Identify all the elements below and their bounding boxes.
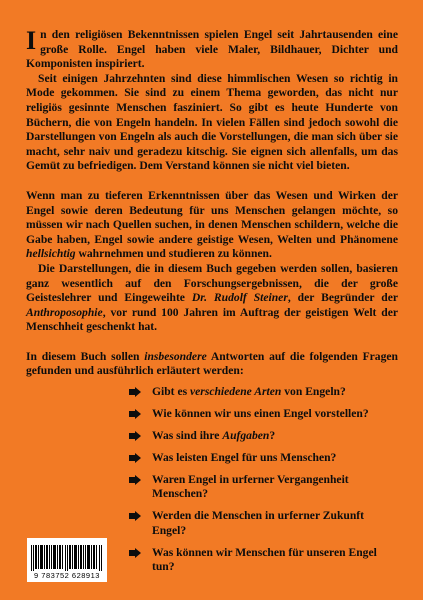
question-text-end: von Engeln?	[281, 385, 346, 399]
paragraph-intro	[26, 28, 398, 72]
paragraph-steiner-text-c: , vor rund 100 Jahren im Auftrag der geistigen Welt der Menschheit geschenkt hat.	[26, 305, 398, 334]
question-item	[26, 407, 398, 422]
question-text: Was sind ihre	[152, 428, 223, 442]
arrow-bullet-icon	[129, 387, 141, 397]
paragraph-questions-intro-text-a: In diesem Buch sollen	[26, 349, 145, 363]
arrow-bullet-icon	[129, 475, 141, 485]
drop-cap: I	[26, 26, 37, 55]
barcode-bars-icon	[31, 545, 103, 571]
question-emphasis: verschiedene Arten	[190, 385, 282, 399]
paragraph-trend: Seit einigen Jahrzehnten sind diese himmlischen Wesen so richtig in Mode gekommen. Sie sind zu einem Thema geworden, das nicht nur religiös gesinnte Menschen fasziniert. So gibt es heute Hunderte von Büchern, die von Engeln handeln. In vielen Fällen sind jedoch sowohl die Darstellungen von Engeln als auch die Vorstellungen, die man sich über sie macht, sehr naiv und geradezu kitschig. Sie eignen sich allenfalls, um das Gemüt zu befriedigen. Dem Verstand können sie nicht viel bieten.	[26, 71, 398, 173]
question-text: Waren Engel in urferner Vergangenheit Menschen?	[152, 472, 349, 501]
paragraph-questions-intro-text-b: Antworten auf die folgenden Fragen gefunden und ausführlich erläutert werden:	[26, 349, 398, 378]
question-text-end: ?	[269, 428, 276, 442]
question-text: Was können wir Menschen für unseren Engel tun?	[152, 545, 377, 574]
emphasis-hellsichtig: hellsichtig	[26, 247, 76, 261]
arrow-bullet-icon	[129, 453, 141, 463]
paragraph-steiner-text-a: Die Darstellungen, die in diesem Buch gegeben werden sollen, basieren ganz wesentlich auf den Forschungsergebnissen, die der große Geisteslehrer und Eingeweihte	[26, 261, 398, 305]
paragraph-intro-text: n den religiösen Bekenntnissen spielen Engel seit Jahrtausenden eine große Rolle. Engel haben viele Maler, Bildhauer, Dichter und Komponisten inspiriert.	[26, 28, 398, 71]
question-text: Werden die Menschen in urferner Zukunft Engel?	[152, 509, 365, 537]
arrow-bullet-icon	[129, 409, 141, 419]
question-item	[26, 451, 398, 466]
isbn-barcode	[27, 538, 107, 582]
question-item	[26, 473, 398, 502]
back-cover-text	[26, 28, 398, 582]
paragraph-sources-text-a: Wenn man zu tieferen Erkenntnissen über das Wesen und Wirken der Engel sowie deren Bedeutung für uns Menschen gelangen möchte, so müssen wir nach Quellen suchen, in denen Menschen schildern, welche die Gabe haben, Engel sowie andere geistige Wesen, Welten und Phänomene	[26, 188, 398, 246]
paragraph-questions-intro	[26, 350, 398, 379]
paragraph-sources-text-b: wahrnehmen und studieren zu können.	[75, 247, 272, 261]
arrow-bullet-icon	[129, 548, 141, 558]
arrow-bullet-icon	[129, 431, 141, 441]
paragraph-steiner	[26, 262, 398, 335]
isbn-number: 9 783752 628913	[34, 571, 100, 580]
question-item	[26, 385, 398, 400]
arrow-bullet-icon	[129, 511, 141, 521]
emphasis-steiner: Dr. Rudolf Steiner	[191, 291, 288, 305]
question-text: Was leisten Engel für uns Menschen?	[152, 450, 337, 464]
question-item	[26, 509, 398, 538]
emphasis-anthroposophie: Anthroposophie	[26, 305, 103, 319]
paragraph-steiner-text-b: , der Begründer der	[287, 291, 398, 305]
question-emphasis: Aufgaben	[222, 428, 270, 442]
emphasis-insbesondere: insbesondere	[144, 349, 207, 363]
paragraph-sources	[26, 189, 398, 262]
question-text: Wie können wir uns einen Engel vorstellen?	[152, 406, 369, 420]
question-text: Gibt es	[152, 385, 191, 399]
question-item	[26, 429, 398, 444]
